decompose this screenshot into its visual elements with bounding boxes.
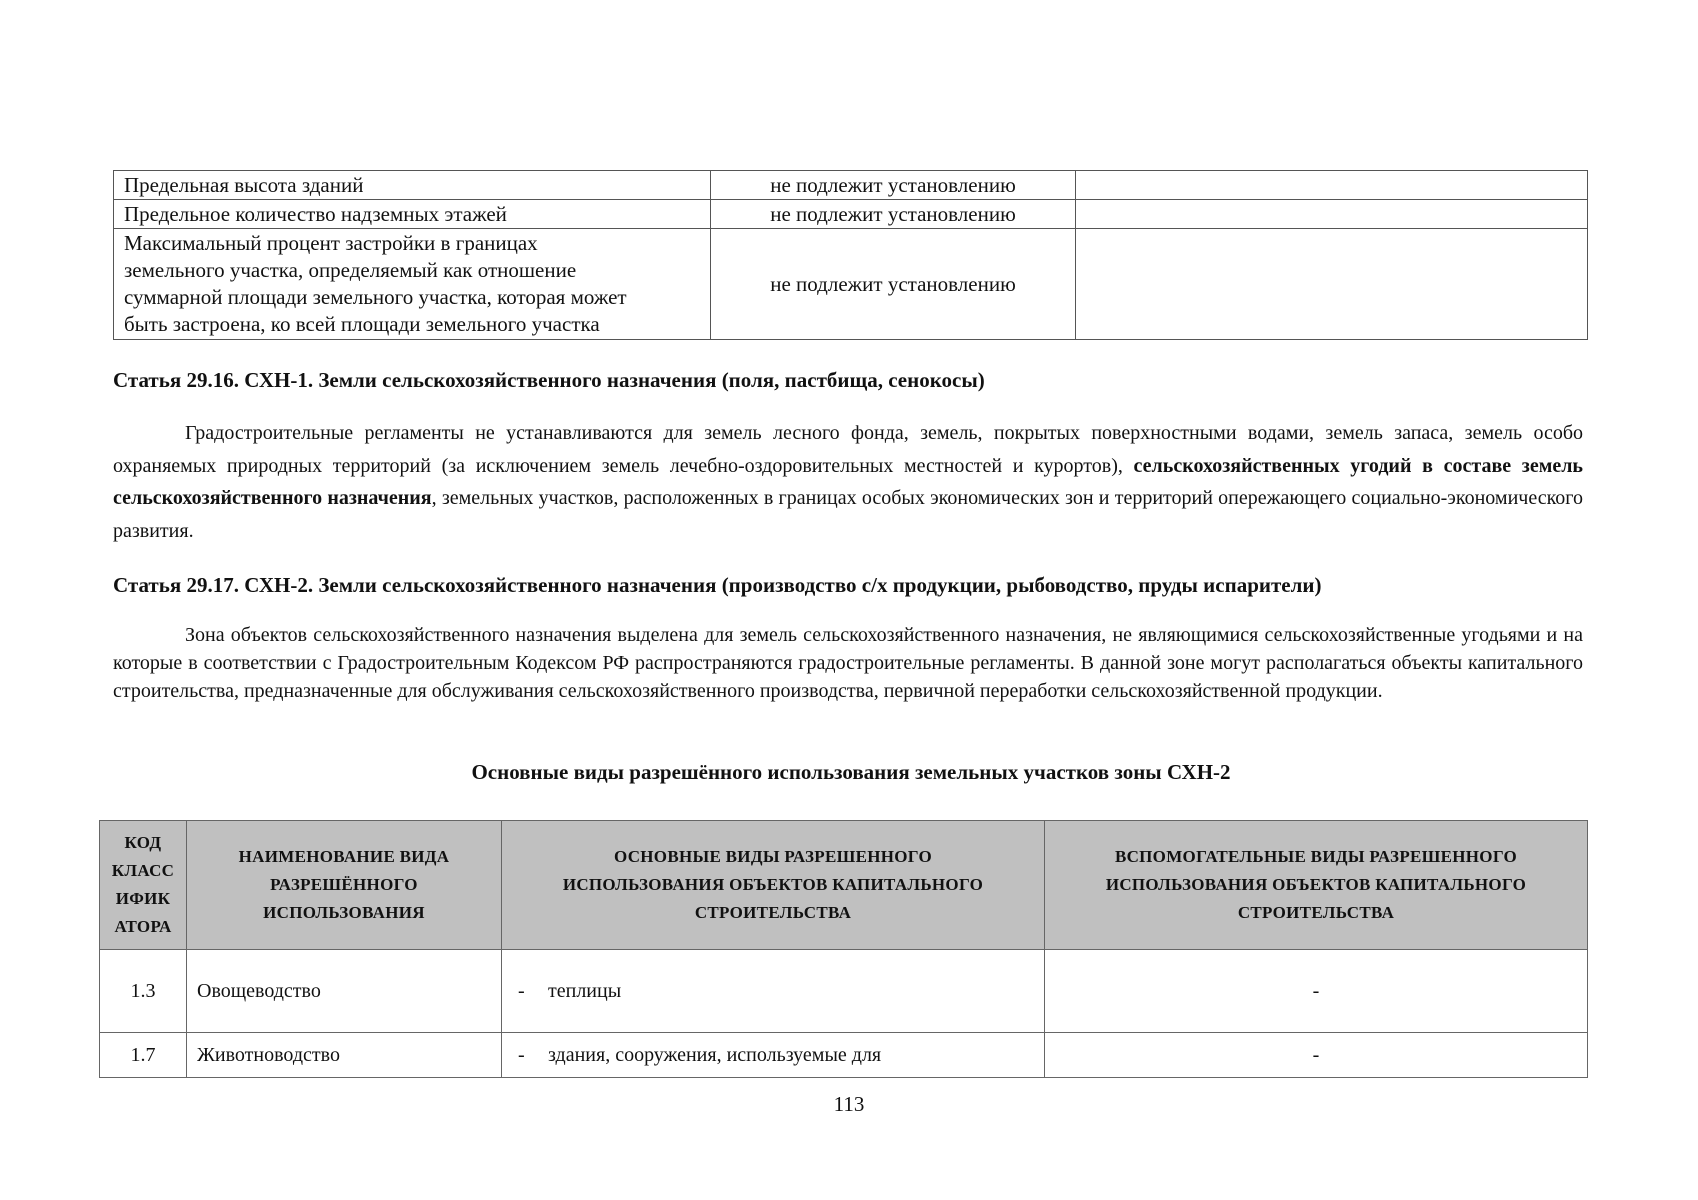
paragraph-bold-text: сельскохозяйственных угодий в составе земель сельскохозяйственного назначения <box>113 454 1584 509</box>
paragraph-text: Зона объектов сельскохозяйственного назначения выделена для земель сельскохозяйственного назначения, не являющимися сельскохозяйственные угодьями и на которые в соответствии с Градостроительным Кодексом РФ распространяются градостроительные регламенты. В данной зоне могут располагаться объекты капитального строительства, предназначенные для обслуживания сельскохозяйственного производства, первичной переработки сельскохозяйственной продукции. <box>113 624 1583 702</box>
param-value: не подлежит установлению <box>711 229 1076 340</box>
param-label: Предельное количество надземных этажей <box>114 200 711 229</box>
header-aux-uses: ВСПОМОГАТЕЛЬНЫЕ ВИДЫ РАЗРЕШЕННОГО ИСПОЛЬЗОВАНИЯ ОБЪЕКТОВ КАПИТАЛЬНОГО СТРОИТЕЛЬСТВА <box>1045 821 1588 950</box>
table-title: Основные виды разрешённого использования земельных участков зоны СХН-2 <box>471 760 1231 784</box>
param-extra <box>1076 229 1588 340</box>
param-label-line: суммарной площади земельного участка, которая может <box>124 285 627 309</box>
list-dash: - <box>518 979 525 1002</box>
param-label: Предельная высота зданий <box>114 171 711 200</box>
cell-aux-uses: - <box>1045 1033 1588 1078</box>
article-heading-29-17: Статья 29.17. СХН-2. Земли сельскохозяйственного назначения (производство с/х продукции, рыбоводство, пруды испарители) <box>113 573 1322 597</box>
paragraph-text: , земельных участков, расположенных в границах особых экономических зон и территорий опережающего социально-экономического развития. <box>113 487 1583 542</box>
cell-main-uses: - здания, сооружения, используемые для <box>502 1033 1045 1078</box>
cell-main-uses: - теплицы <box>502 950 1045 1033</box>
article-paragraph-29-16 <box>113 417 1583 547</box>
cell-aux-uses: - <box>1045 950 1588 1033</box>
table-row <box>100 950 1588 1033</box>
param-label-multiline <box>114 229 711 340</box>
paragraph-text: Градостроительные регламенты не устанавливаются для земель лесного фонда, земель, покрытых поверхностными водами, земель запаса, земель особо охраняемых природных территорий (за исключением земель лечебно-оздоровительных местностей и курортов), <box>113 422 1583 477</box>
article-paragraph-29-17 <box>113 621 1583 705</box>
param-value: не подлежит установлению <box>711 171 1076 200</box>
param-extra <box>1076 171 1588 200</box>
list-dash: - <box>518 1043 525 1066</box>
header-name: НАИМЕНОВАНИЕ ВИДА РАЗРЕШЁННОГО ИСПОЛЬЗОВАНИЯ <box>187 821 502 950</box>
cell-code: 1.7 <box>100 1033 187 1078</box>
header-code: КОД КЛАСС ИФИК АТОРА <box>100 821 187 950</box>
param-extra <box>1076 200 1588 229</box>
table-row <box>114 200 1588 229</box>
table-row <box>114 171 1588 200</box>
article-heading-29-16: Статья 29.16. СХН-1. Земли сельскохозяйственного назначения (поля, пастбища, сенокосы) <box>113 368 985 392</box>
cell-name: Животноводство <box>187 1033 502 1078</box>
table-header-row <box>100 821 1588 950</box>
param-label-line: земельного участка, определяемый как отношение <box>124 258 577 282</box>
param-label-line: Максимальный процент застройки в границах <box>124 231 538 255</box>
cell-code: 1.3 <box>100 950 187 1033</box>
cell-name: Овощеводство <box>187 950 502 1033</box>
header-main-uses: ОСНОВНЫЕ ВИДЫ РАЗРЕШЕННОГО ИСПОЛЬЗОВАНИЯ ОБЪЕКТОВ КАПИТАЛЬНОГО СТРОИТЕЛЬСТВА <box>502 821 1045 950</box>
param-label-line: быть застроена, ко всей площади земельного участка <box>124 312 600 336</box>
table-row <box>114 229 1588 340</box>
page-number: 113 <box>833 1092 865 1116</box>
param-value: не подлежит установлению <box>711 200 1076 229</box>
table-row <box>100 1033 1588 1078</box>
parameters-table <box>113 170 1588 340</box>
permitted-uses-table <box>99 820 1588 1078</box>
